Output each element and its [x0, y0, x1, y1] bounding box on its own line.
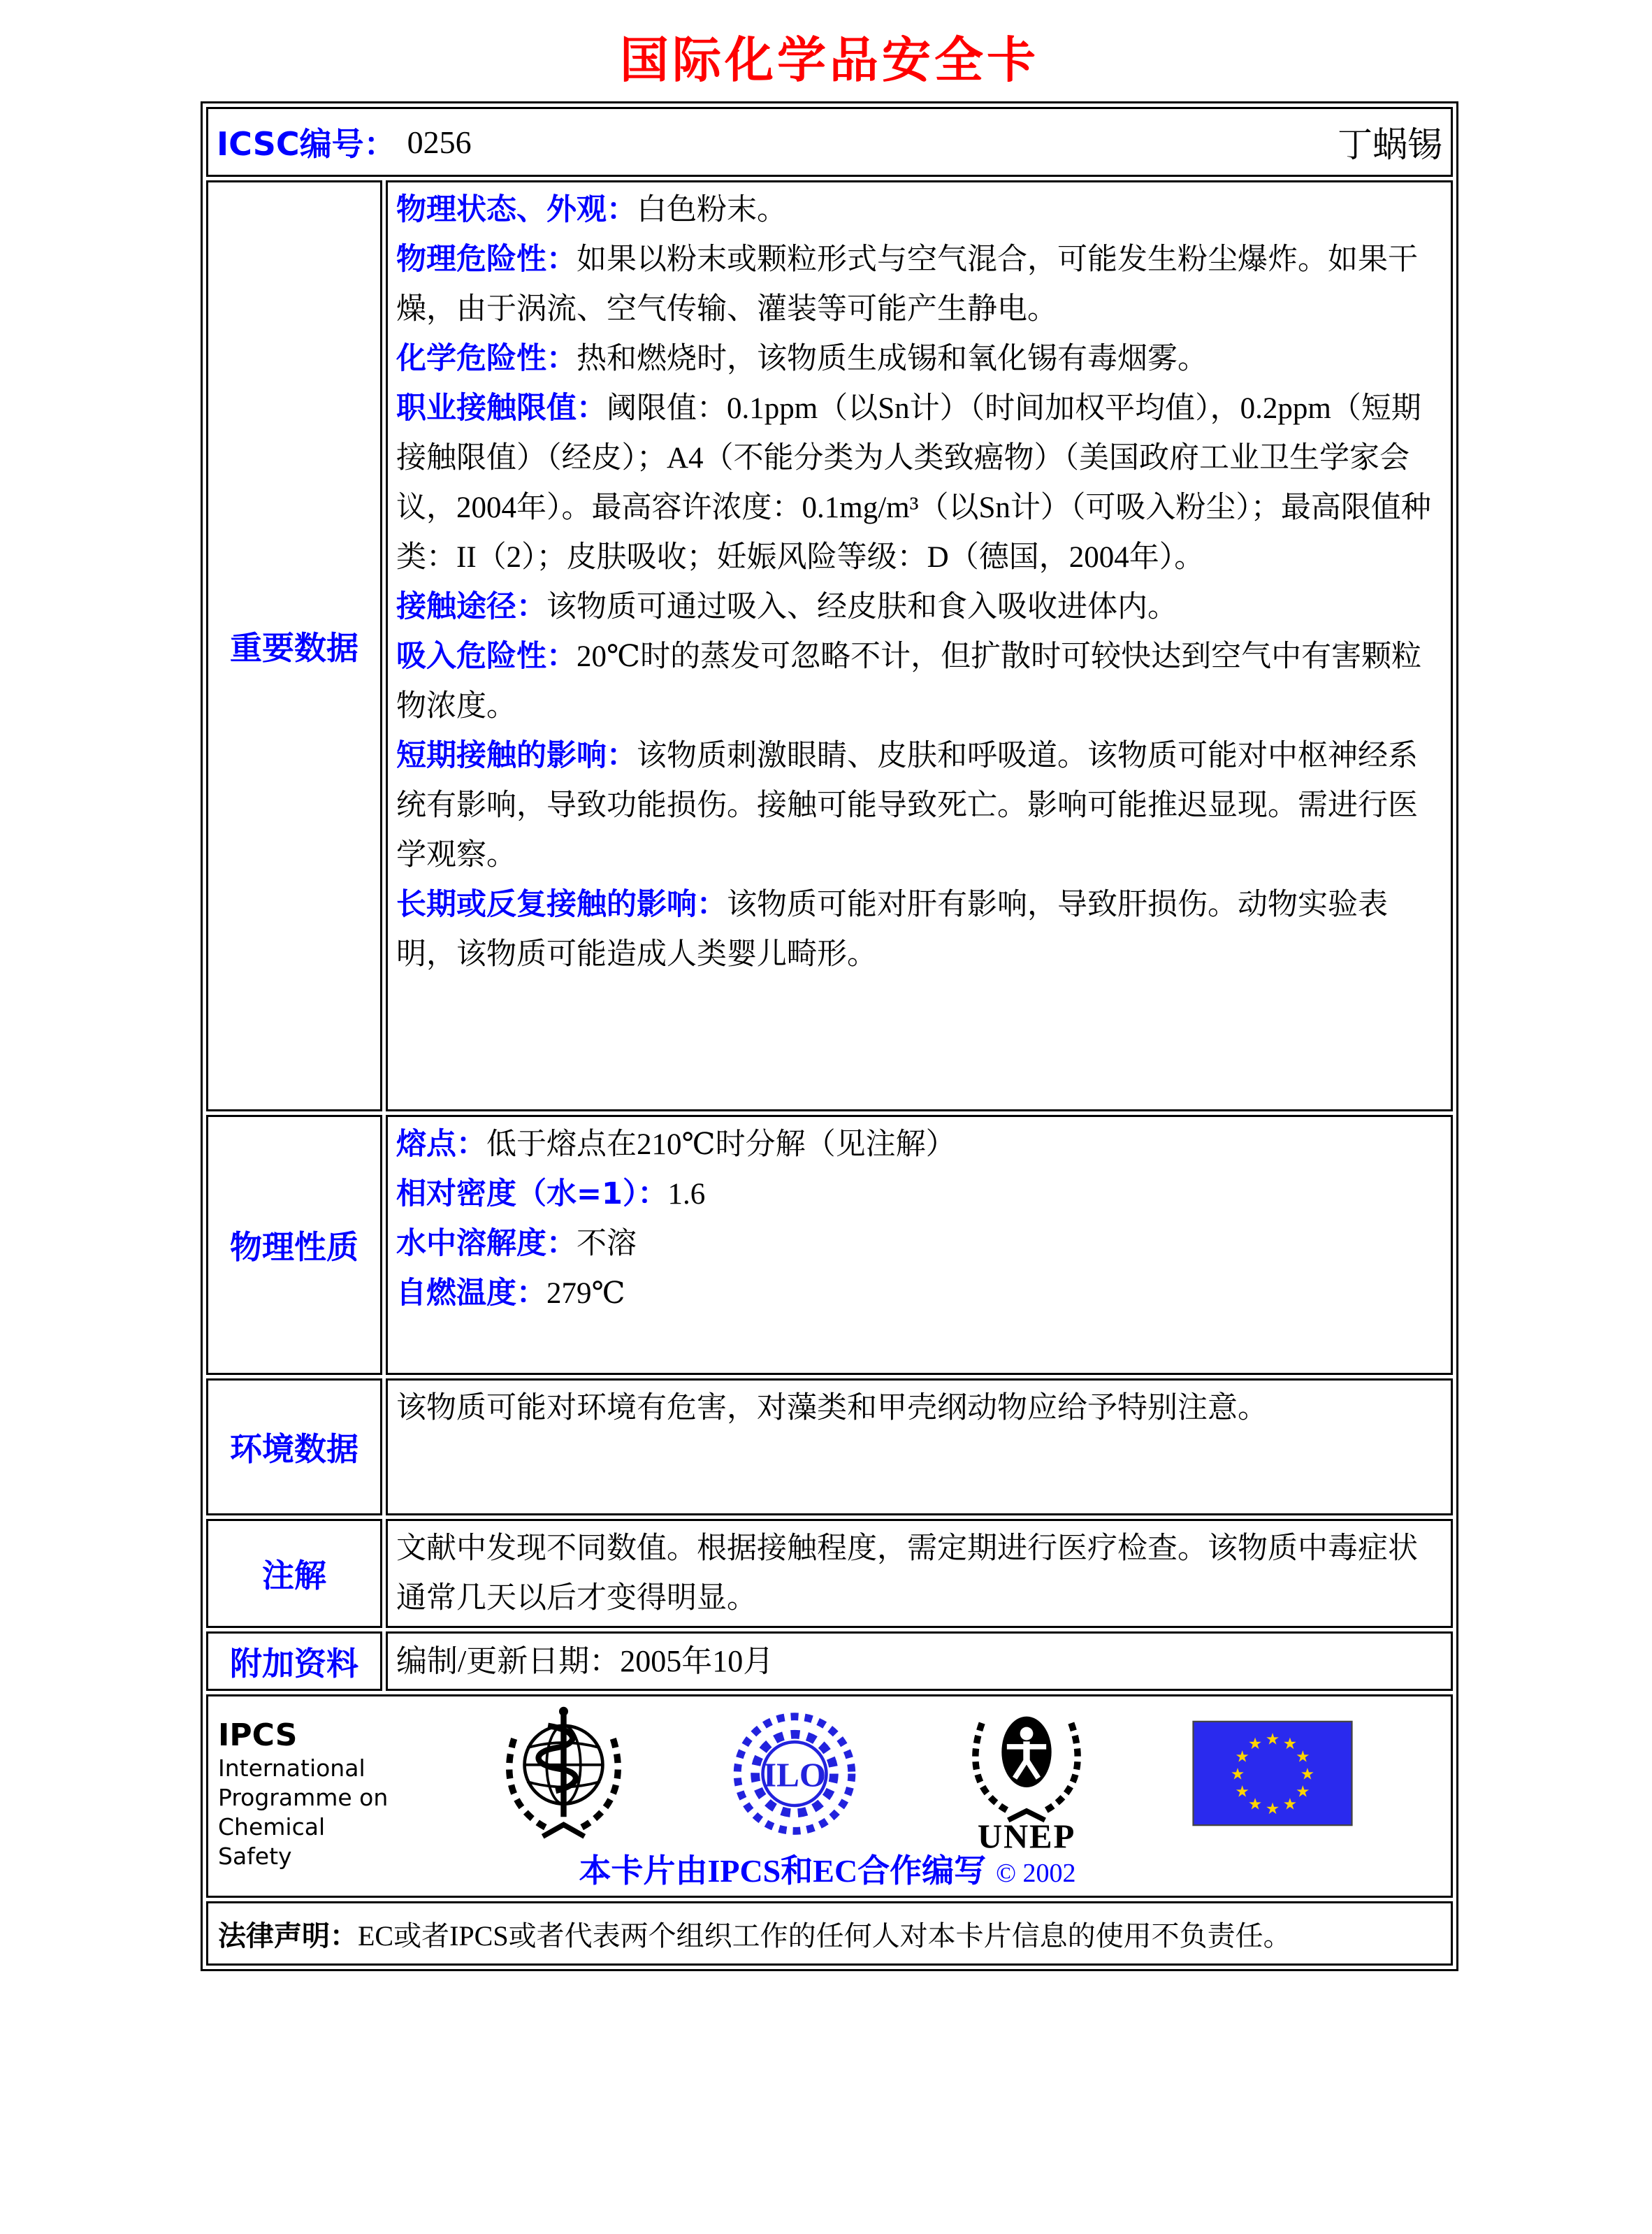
data-item-text: 热和燃烧时，该物质生成锡和氧化锡有毒烟雾。: [577, 343, 1208, 375]
notes-content: [386, 1519, 1453, 1628]
section-label-notes: 注解: [206, 1519, 382, 1628]
svg-text:★: ★: [1282, 1735, 1298, 1754]
data-item: [396, 384, 1441, 582]
property-item-label: 自燃温度：: [396, 1276, 546, 1311]
footer-caption: [218, 1852, 1437, 1893]
data-item-label: 长期或反复接触的影响：: [396, 887, 727, 922]
ipcs-block: [218, 1702, 400, 1871]
ilo-letters: ILO: [762, 1755, 826, 1794]
property-item-label: 相对密度（水=1）：: [396, 1176, 668, 1211]
legal-label: 法律声明：: [218, 1919, 358, 1952]
footer-cell: [206, 1694, 1453, 1898]
data-item: [396, 632, 1441, 731]
environmental-data-row: [206, 1378, 1453, 1515]
property-item-value: 不溶: [577, 1227, 637, 1260]
data-item: [396, 185, 1441, 235]
svg-text:★: ★: [1230, 1765, 1245, 1784]
icsc-table: [201, 101, 1458, 1971]
svg-text:★: ★: [1300, 1765, 1315, 1784]
page-title: 国际化学品安全卡: [620, 31, 1039, 89]
property-item-value: 279℃: [546, 1277, 625, 1310]
data-item-label: 吸入危险性：: [396, 639, 577, 674]
data-item-text: 20℃时的蒸发可忽略不计，但扩散时可较快达到空气中有害颗粒物浓度。: [396, 640, 1422, 723]
data-item: [396, 880, 1441, 979]
icsc-card-page: [0, 21, 1652, 1971]
svg-text:★: ★: [1296, 1747, 1310, 1766]
physical-properties-row: [206, 1115, 1453, 1375]
section-label-physical-properties: 物理性质: [206, 1115, 382, 1375]
svg-text:★: ★: [1235, 1782, 1249, 1801]
property-item: [396, 1269, 1441, 1318]
property-item: [396, 1219, 1441, 1269]
data-item: [396, 731, 1441, 880]
data-item: [396, 582, 1441, 632]
data-item-text: 该物质刺激眼睛、皮肤和呼吸道。该物质可能对中枢神经系统有影响，导致功能损伤。接触可能导致死亡。影响可能推迟显现。需进行医学观察。: [396, 740, 1418, 872]
icsc-number-group: [217, 119, 472, 165]
data-item: [396, 235, 1441, 334]
physical-properties-content: [386, 1115, 1453, 1375]
svg-text:★: ★: [1282, 1795, 1298, 1814]
data-item-label: 化学危险性：: [396, 341, 577, 376]
legal-text: EC或者IPCS或者代表两个组织工作的任何人对本卡片信息的使用不负责任。: [358, 1919, 1291, 1952]
svg-text:★: ★: [1265, 1730, 1280, 1749]
property-item-value: 1.6: [667, 1178, 706, 1211]
property-item-value: 低于熔点在210℃时分解（见注解）: [486, 1128, 956, 1161]
property-item: [396, 1120, 1441, 1169]
svg-text:★: ★: [1265, 1800, 1280, 1819]
data-item-label: 短期接触的影响：: [396, 738, 637, 773]
footer-row: [206, 1694, 1453, 1898]
chemical-name: 丁蜗锡: [1338, 125, 1442, 164]
svg-text:★: ★: [1247, 1735, 1263, 1754]
data-item-label: 接触途径：: [396, 589, 546, 624]
eu-flag-icon: [1192, 1720, 1353, 1826]
property-item-label: 熔点：: [396, 1127, 486, 1162]
header-content: [217, 117, 1442, 167]
data-item-text: 如果以粉末或颗粒形式与空气混合，可能发生粉尘爆炸。如果干燥，由于涡流、空气传输、灌装等可能产生静电。: [396, 243, 1418, 326]
notes-row: [206, 1519, 1453, 1628]
header-cell: [206, 107, 1453, 177]
notes-text: 文献中发现不同数值。根据接触程度，需定期进行医疗检查。该物质中毒症状通常几天以后才变得明显。: [396, 1532, 1418, 1615]
data-item-text: 该物质可通过吸入、经皮肤和食入吸收进体内。: [546, 591, 1178, 624]
who-logo-icon: [495, 1705, 632, 1848]
data-item: [396, 334, 1441, 384]
additional-info-content: [386, 1631, 1453, 1691]
ipcs-title: IPCS: [218, 1717, 298, 1753]
data-item-label: 职业接触限值：: [396, 391, 607, 426]
footer-copyright: © 2002: [996, 1859, 1076, 1888]
svg-text:★: ★: [1296, 1782, 1310, 1801]
unep-logo-icon: [957, 1702, 1096, 1852]
svg-text:★: ★: [1247, 1795, 1263, 1814]
section-label-additional-info: 附加资料: [206, 1631, 382, 1691]
data-item-text: 阈限值：0.1ppm（以Sn计）（时间加权平均值），0.2ppm（短期接触限值）（经皮）；A4（不能分类为人类致癌物）（美国政府工业卫生学家会议，2004年）。最高容许浓度：0.1mg/m³（以Sn计）（可吸入粉尘）；最高限值种类：II（2）；皮肤吸收；妊娠风险等级：D（德国，2004年）。: [396, 392, 1431, 574]
ipcs-subtitle: [218, 1754, 400, 1871]
environmental-data-content: [386, 1378, 1453, 1515]
data-item-text: 白色粉末。: [637, 194, 787, 226]
icsc-number-value: 0256: [407, 124, 472, 160]
legal-row: [206, 1901, 1453, 1966]
property-item-label: 水中溶解度：: [396, 1226, 577, 1261]
section-label-environmental-data: 环境数据: [206, 1378, 382, 1515]
ipcs-subtitle-line: International: [218, 1754, 365, 1782]
property-item: [396, 1169, 1441, 1219]
ipcs-subtitle-line: Programme on: [218, 1784, 389, 1811]
footer-caption-text: 本卡片由IPCS和EC合作编写: [579, 1853, 987, 1889]
important-data-content: [386, 180, 1453, 1111]
icsc-number-label: ICSC编号：: [217, 125, 396, 163]
ipcs-subtitle-line: Chemical Safety: [218, 1813, 326, 1870]
legal-cell: [206, 1901, 1453, 1966]
svg-text:★: ★: [1235, 1747, 1249, 1766]
header-row: [206, 107, 1453, 177]
unep-wordmark: UNEP: [977, 1817, 1075, 1852]
ilo-logo-icon: [728, 1708, 861, 1847]
section-label-important-data: 重要数据: [206, 180, 382, 1111]
data-item-label: 物理状态、外观：: [396, 192, 637, 227]
data-item-label: 物理危险性：: [396, 242, 577, 277]
important-data-row: [206, 180, 1453, 1111]
additional-info-row: [206, 1631, 1453, 1691]
footer-logos: [218, 1702, 1437, 1870]
update-date-label: 编制/更新日期：: [396, 1644, 621, 1678]
environmental-data-text: 该物质可能对环境有危害，对藻类和甲壳纲动物应给予特别注意。: [396, 1392, 1268, 1425]
update-date-value: 2005年10月: [620, 1644, 774, 1678]
data-item-text: 该物质可能对肝有影响，导致肝损伤。动物实验表明，该物质可能造成人类婴儿畸形。: [396, 888, 1388, 971]
